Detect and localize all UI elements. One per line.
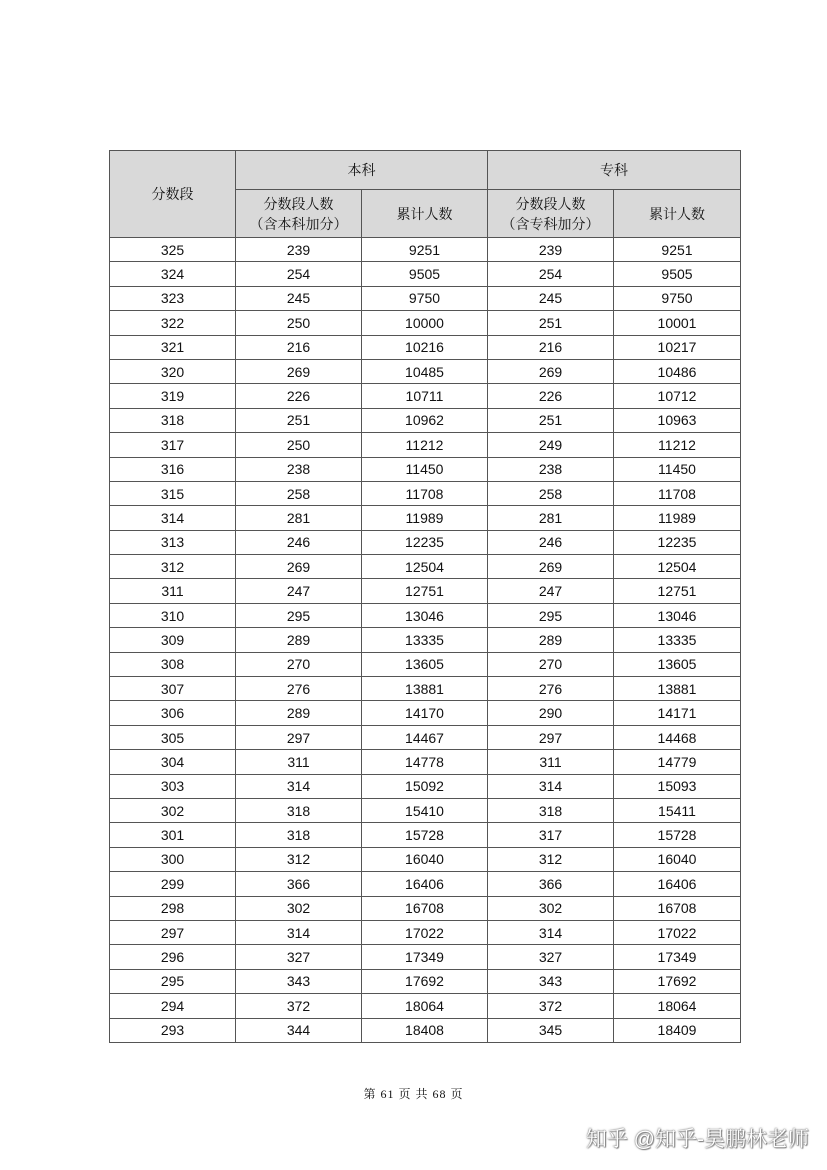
zhuanke-count-cell: 270 (488, 652, 614, 676)
table-row (110, 823, 741, 847)
header-benke: 本科 (236, 151, 488, 190)
zhuanke-cumulative-cell: 15411 (614, 798, 741, 822)
score-cell: 313 (110, 530, 236, 554)
table-row (110, 433, 741, 457)
table-row (110, 457, 741, 481)
zhuanke-cumulative-cell: 11989 (614, 506, 741, 530)
benke-cumulative-cell: 13046 (362, 603, 488, 627)
zhuanke-cumulative-cell: 10217 (614, 335, 741, 359)
table-row (110, 579, 741, 603)
benke-count-cell: 314 (236, 920, 362, 944)
benke-cumulative-cell: 9750 (362, 286, 488, 310)
header-benke-count-line1: 分数段人数 (263, 195, 334, 212)
table-row (110, 969, 741, 993)
benke-cumulative-cell: 11450 (362, 457, 488, 481)
table-row (110, 750, 741, 774)
page-footer: 第 61 页 共 68 页 (363, 1087, 464, 1101)
header-zhuanke: 专科 (488, 151, 741, 190)
zhuanke-count-cell: 314 (488, 920, 614, 944)
benke-count-cell: 297 (236, 725, 362, 749)
benke-count-cell: 289 (236, 701, 362, 725)
zhuanke-count-cell: 269 (488, 555, 614, 579)
benke-cumulative-cell: 15728 (362, 823, 488, 847)
zhuanke-count-cell: 246 (488, 530, 614, 554)
benke-count-cell: 250 (236, 311, 362, 335)
benke-count-cell: 344 (236, 1018, 362, 1042)
zhuanke-count-cell: 366 (488, 872, 614, 896)
table-row (110, 238, 741, 262)
table-row (110, 530, 741, 554)
benke-cumulative-cell: 18064 (362, 994, 488, 1018)
table-row (110, 481, 741, 505)
zhuanke-count-cell: 317 (488, 823, 614, 847)
zhuanke-cumulative-cell: 11450 (614, 457, 741, 481)
table-row (110, 359, 741, 383)
benke-cumulative-cell: 10216 (362, 335, 488, 359)
zhuanke-cumulative-cell: 11708 (614, 481, 741, 505)
table-row (110, 920, 741, 944)
benke-count-cell: 246 (236, 530, 362, 554)
table-row (110, 774, 741, 798)
watermark: 知乎 @知乎-昊鹏林老师 (585, 1128, 809, 1151)
table-row (110, 286, 741, 310)
benke-count-cell: 269 (236, 555, 362, 579)
benke-count-cell: 247 (236, 579, 362, 603)
zhuanke-cumulative-cell: 9750 (614, 286, 741, 310)
zhuanke-cumulative-cell: 12235 (614, 530, 741, 554)
table-row (110, 896, 741, 920)
header-score-band: 分数段 (110, 151, 236, 238)
score-cell: 311 (110, 579, 236, 603)
zhuanke-cumulative-cell: 17692 (614, 969, 741, 993)
zhuanke-cumulative-cell: 10001 (614, 311, 741, 335)
benke-cumulative-cell: 14170 (362, 701, 488, 725)
table-row (110, 311, 741, 335)
table-row (110, 725, 741, 749)
benke-count-cell: 372 (236, 994, 362, 1018)
score-cell: 318 (110, 408, 236, 432)
score-cell: 314 (110, 506, 236, 530)
header-zhuanke-cumulative: 累计人数 (614, 190, 741, 238)
zhuanke-cumulative-cell: 17349 (614, 945, 741, 969)
zhuanke-count-cell: 269 (488, 359, 614, 383)
table-row (110, 603, 741, 627)
score-cell: 295 (110, 969, 236, 993)
table-row (110, 408, 741, 432)
zhuanke-cumulative-cell: 16040 (614, 847, 741, 871)
zhuanke-count-cell: 245 (488, 286, 614, 310)
zhuanke-count-cell: 258 (488, 481, 614, 505)
zhuanke-count-cell: 249 (488, 433, 614, 457)
zhuanke-cumulative-cell: 14171 (614, 701, 741, 725)
score-cell: 323 (110, 286, 236, 310)
benke-count-cell: 245 (236, 286, 362, 310)
table-row (110, 701, 741, 725)
header-benke-count (236, 190, 362, 238)
score-cell: 310 (110, 603, 236, 627)
score-cell: 301 (110, 823, 236, 847)
table-row (110, 945, 741, 969)
zhuanke-count-cell: 314 (488, 774, 614, 798)
benke-cumulative-cell: 10962 (362, 408, 488, 432)
score-cell: 306 (110, 701, 236, 725)
table-row (110, 798, 741, 822)
zhuanke-cumulative-cell: 16406 (614, 872, 741, 896)
benke-count-cell: 289 (236, 628, 362, 652)
zhuanke-count-cell: 302 (488, 896, 614, 920)
score-cell: 325 (110, 238, 236, 262)
benke-cumulative-cell: 9251 (362, 238, 488, 262)
zhuanke-cumulative-cell: 16708 (614, 896, 741, 920)
benke-cumulative-cell: 13335 (362, 628, 488, 652)
benke-cumulative-cell: 10000 (362, 311, 488, 335)
benke-count-cell: 216 (236, 335, 362, 359)
benke-count-cell: 238 (236, 457, 362, 481)
zhuanke-cumulative-cell: 12751 (614, 579, 741, 603)
score-cell: 309 (110, 628, 236, 652)
zhuanke-cumulative-cell: 11212 (614, 433, 741, 457)
table-row (110, 1018, 741, 1042)
table-body (110, 238, 741, 1043)
header-benke-cumulative: 累计人数 (362, 190, 488, 238)
score-cell: 302 (110, 798, 236, 822)
zhuanke-cumulative-cell: 9505 (614, 262, 741, 286)
benke-count-cell: 318 (236, 798, 362, 822)
benke-cumulative-cell: 16708 (362, 896, 488, 920)
zhuanke-count-cell: 297 (488, 725, 614, 749)
zhuanke-cumulative-cell: 10712 (614, 384, 741, 408)
benke-cumulative-cell: 17349 (362, 945, 488, 969)
score-cell: 317 (110, 433, 236, 457)
zhuanke-cumulative-cell: 18064 (614, 994, 741, 1018)
zhuanke-cumulative-cell: 13881 (614, 677, 741, 701)
score-cell: 307 (110, 677, 236, 701)
benke-count-cell: 281 (236, 506, 362, 530)
zhuanke-count-cell: 345 (488, 1018, 614, 1042)
benke-cumulative-cell: 17022 (362, 920, 488, 944)
score-cell: 321 (110, 335, 236, 359)
benke-count-cell: 311 (236, 750, 362, 774)
benke-count-cell: 318 (236, 823, 362, 847)
benke-count-cell: 269 (236, 359, 362, 383)
zhuanke-cumulative-cell: 13046 (614, 603, 741, 627)
table-row (110, 506, 741, 530)
benke-cumulative-cell: 13881 (362, 677, 488, 701)
table-row (110, 872, 741, 896)
zhuanke-count-cell: 281 (488, 506, 614, 530)
score-cell: 319 (110, 384, 236, 408)
benke-cumulative-cell: 14467 (362, 725, 488, 749)
score-cell: 308 (110, 652, 236, 676)
benke-cumulative-cell: 10485 (362, 359, 488, 383)
score-cell: 296 (110, 945, 236, 969)
benke-cumulative-cell: 10711 (362, 384, 488, 408)
zhuanke-count-cell: 216 (488, 335, 614, 359)
zhuanke-cumulative-cell: 10963 (614, 408, 741, 432)
benke-count-cell: 312 (236, 847, 362, 871)
zhuanke-cumulative-cell: 15728 (614, 823, 741, 847)
score-cell: 322 (110, 311, 236, 335)
zhuanke-count-cell: 343 (488, 969, 614, 993)
benke-cumulative-cell: 16406 (362, 872, 488, 896)
zhuanke-cumulative-cell: 15093 (614, 774, 741, 798)
score-cell: 324 (110, 262, 236, 286)
zhuanke-count-cell: 251 (488, 311, 614, 335)
benke-count-cell: 302 (236, 896, 362, 920)
benke-cumulative-cell: 18408 (362, 1018, 488, 1042)
zhuanke-cumulative-cell: 14468 (614, 725, 741, 749)
benke-count-cell: 276 (236, 677, 362, 701)
zhuanke-count-cell: 372 (488, 994, 614, 1018)
zhuanke-cumulative-cell: 13335 (614, 628, 741, 652)
table-row (110, 994, 741, 1018)
benke-count-cell: 251 (236, 408, 362, 432)
header-zhuanke-count (488, 190, 614, 238)
score-cell: 312 (110, 555, 236, 579)
score-cell: 316 (110, 457, 236, 481)
score-distribution-table (109, 150, 741, 1043)
zhuanke-cumulative-cell: 14779 (614, 750, 741, 774)
table-row (110, 628, 741, 652)
zhuanke-count-cell: 311 (488, 750, 614, 774)
zhuanke-count-cell: 251 (488, 408, 614, 432)
zhuanke-count-cell: 247 (488, 579, 614, 603)
zhuanke-cumulative-cell: 18409 (614, 1018, 741, 1042)
zhuanke-cumulative-cell: 10486 (614, 359, 741, 383)
benke-count-cell: 250 (236, 433, 362, 457)
zhuanke-count-cell: 239 (488, 238, 614, 262)
benke-count-cell: 258 (236, 481, 362, 505)
score-cell: 320 (110, 359, 236, 383)
zhuanke-count-cell: 226 (488, 384, 614, 408)
header-zhuanke-count-line1: 分数段人数 (515, 195, 586, 212)
zhuanke-cumulative-cell: 17022 (614, 920, 741, 944)
zhuanke-count-cell: 254 (488, 262, 614, 286)
benke-count-cell: 327 (236, 945, 362, 969)
table-header (110, 151, 741, 238)
header-benke-count-line2: （含本科加分） (249, 215, 348, 232)
benke-count-cell: 226 (236, 384, 362, 408)
benke-cumulative-cell: 11212 (362, 433, 488, 457)
benke-cumulative-cell: 15410 (362, 798, 488, 822)
benke-cumulative-cell: 16040 (362, 847, 488, 871)
benke-cumulative-cell: 12751 (362, 579, 488, 603)
zhuanke-cumulative-cell: 9251 (614, 238, 741, 262)
header-zhuanke-count-line2: （含专科加分） (501, 215, 600, 232)
score-cell: 303 (110, 774, 236, 798)
score-cell: 299 (110, 872, 236, 896)
score-cell: 315 (110, 481, 236, 505)
zhuanke-count-cell: 327 (488, 945, 614, 969)
benke-count-cell: 343 (236, 969, 362, 993)
benke-cumulative-cell: 13605 (362, 652, 488, 676)
score-cell: 298 (110, 896, 236, 920)
score-cell: 300 (110, 847, 236, 871)
table-row (110, 677, 741, 701)
zhuanke-count-cell: 276 (488, 677, 614, 701)
benke-count-cell: 270 (236, 652, 362, 676)
benke-cumulative-cell: 11989 (362, 506, 488, 530)
zhuanke-count-cell: 290 (488, 701, 614, 725)
benke-cumulative-cell: 12504 (362, 555, 488, 579)
table-row (110, 384, 741, 408)
score-cell: 305 (110, 725, 236, 749)
zhuanke-count-cell: 238 (488, 457, 614, 481)
table-row (110, 555, 741, 579)
score-cell: 294 (110, 994, 236, 1018)
benke-cumulative-cell: 12235 (362, 530, 488, 554)
zhuanke-cumulative-cell: 12504 (614, 555, 741, 579)
benke-cumulative-cell: 14778 (362, 750, 488, 774)
benke-count-cell: 254 (236, 262, 362, 286)
table-row (110, 335, 741, 359)
zhuanke-cumulative-cell: 13605 (614, 652, 741, 676)
table-row (110, 262, 741, 286)
table-row (110, 847, 741, 871)
zhuanke-count-cell: 318 (488, 798, 614, 822)
table-row (110, 652, 741, 676)
benke-count-cell: 314 (236, 774, 362, 798)
benke-cumulative-cell: 11708 (362, 481, 488, 505)
score-cell: 297 (110, 920, 236, 944)
zhuanke-count-cell: 289 (488, 628, 614, 652)
benke-count-cell: 366 (236, 872, 362, 896)
zhuanke-count-cell: 312 (488, 847, 614, 871)
zhuanke-count-cell: 295 (488, 603, 614, 627)
benke-cumulative-cell: 9505 (362, 262, 488, 286)
benke-cumulative-cell: 17692 (362, 969, 488, 993)
benke-cumulative-cell: 15092 (362, 774, 488, 798)
benke-count-cell: 295 (236, 603, 362, 627)
benke-count-cell: 239 (236, 238, 362, 262)
score-cell: 293 (110, 1018, 236, 1042)
score-cell: 304 (110, 750, 236, 774)
